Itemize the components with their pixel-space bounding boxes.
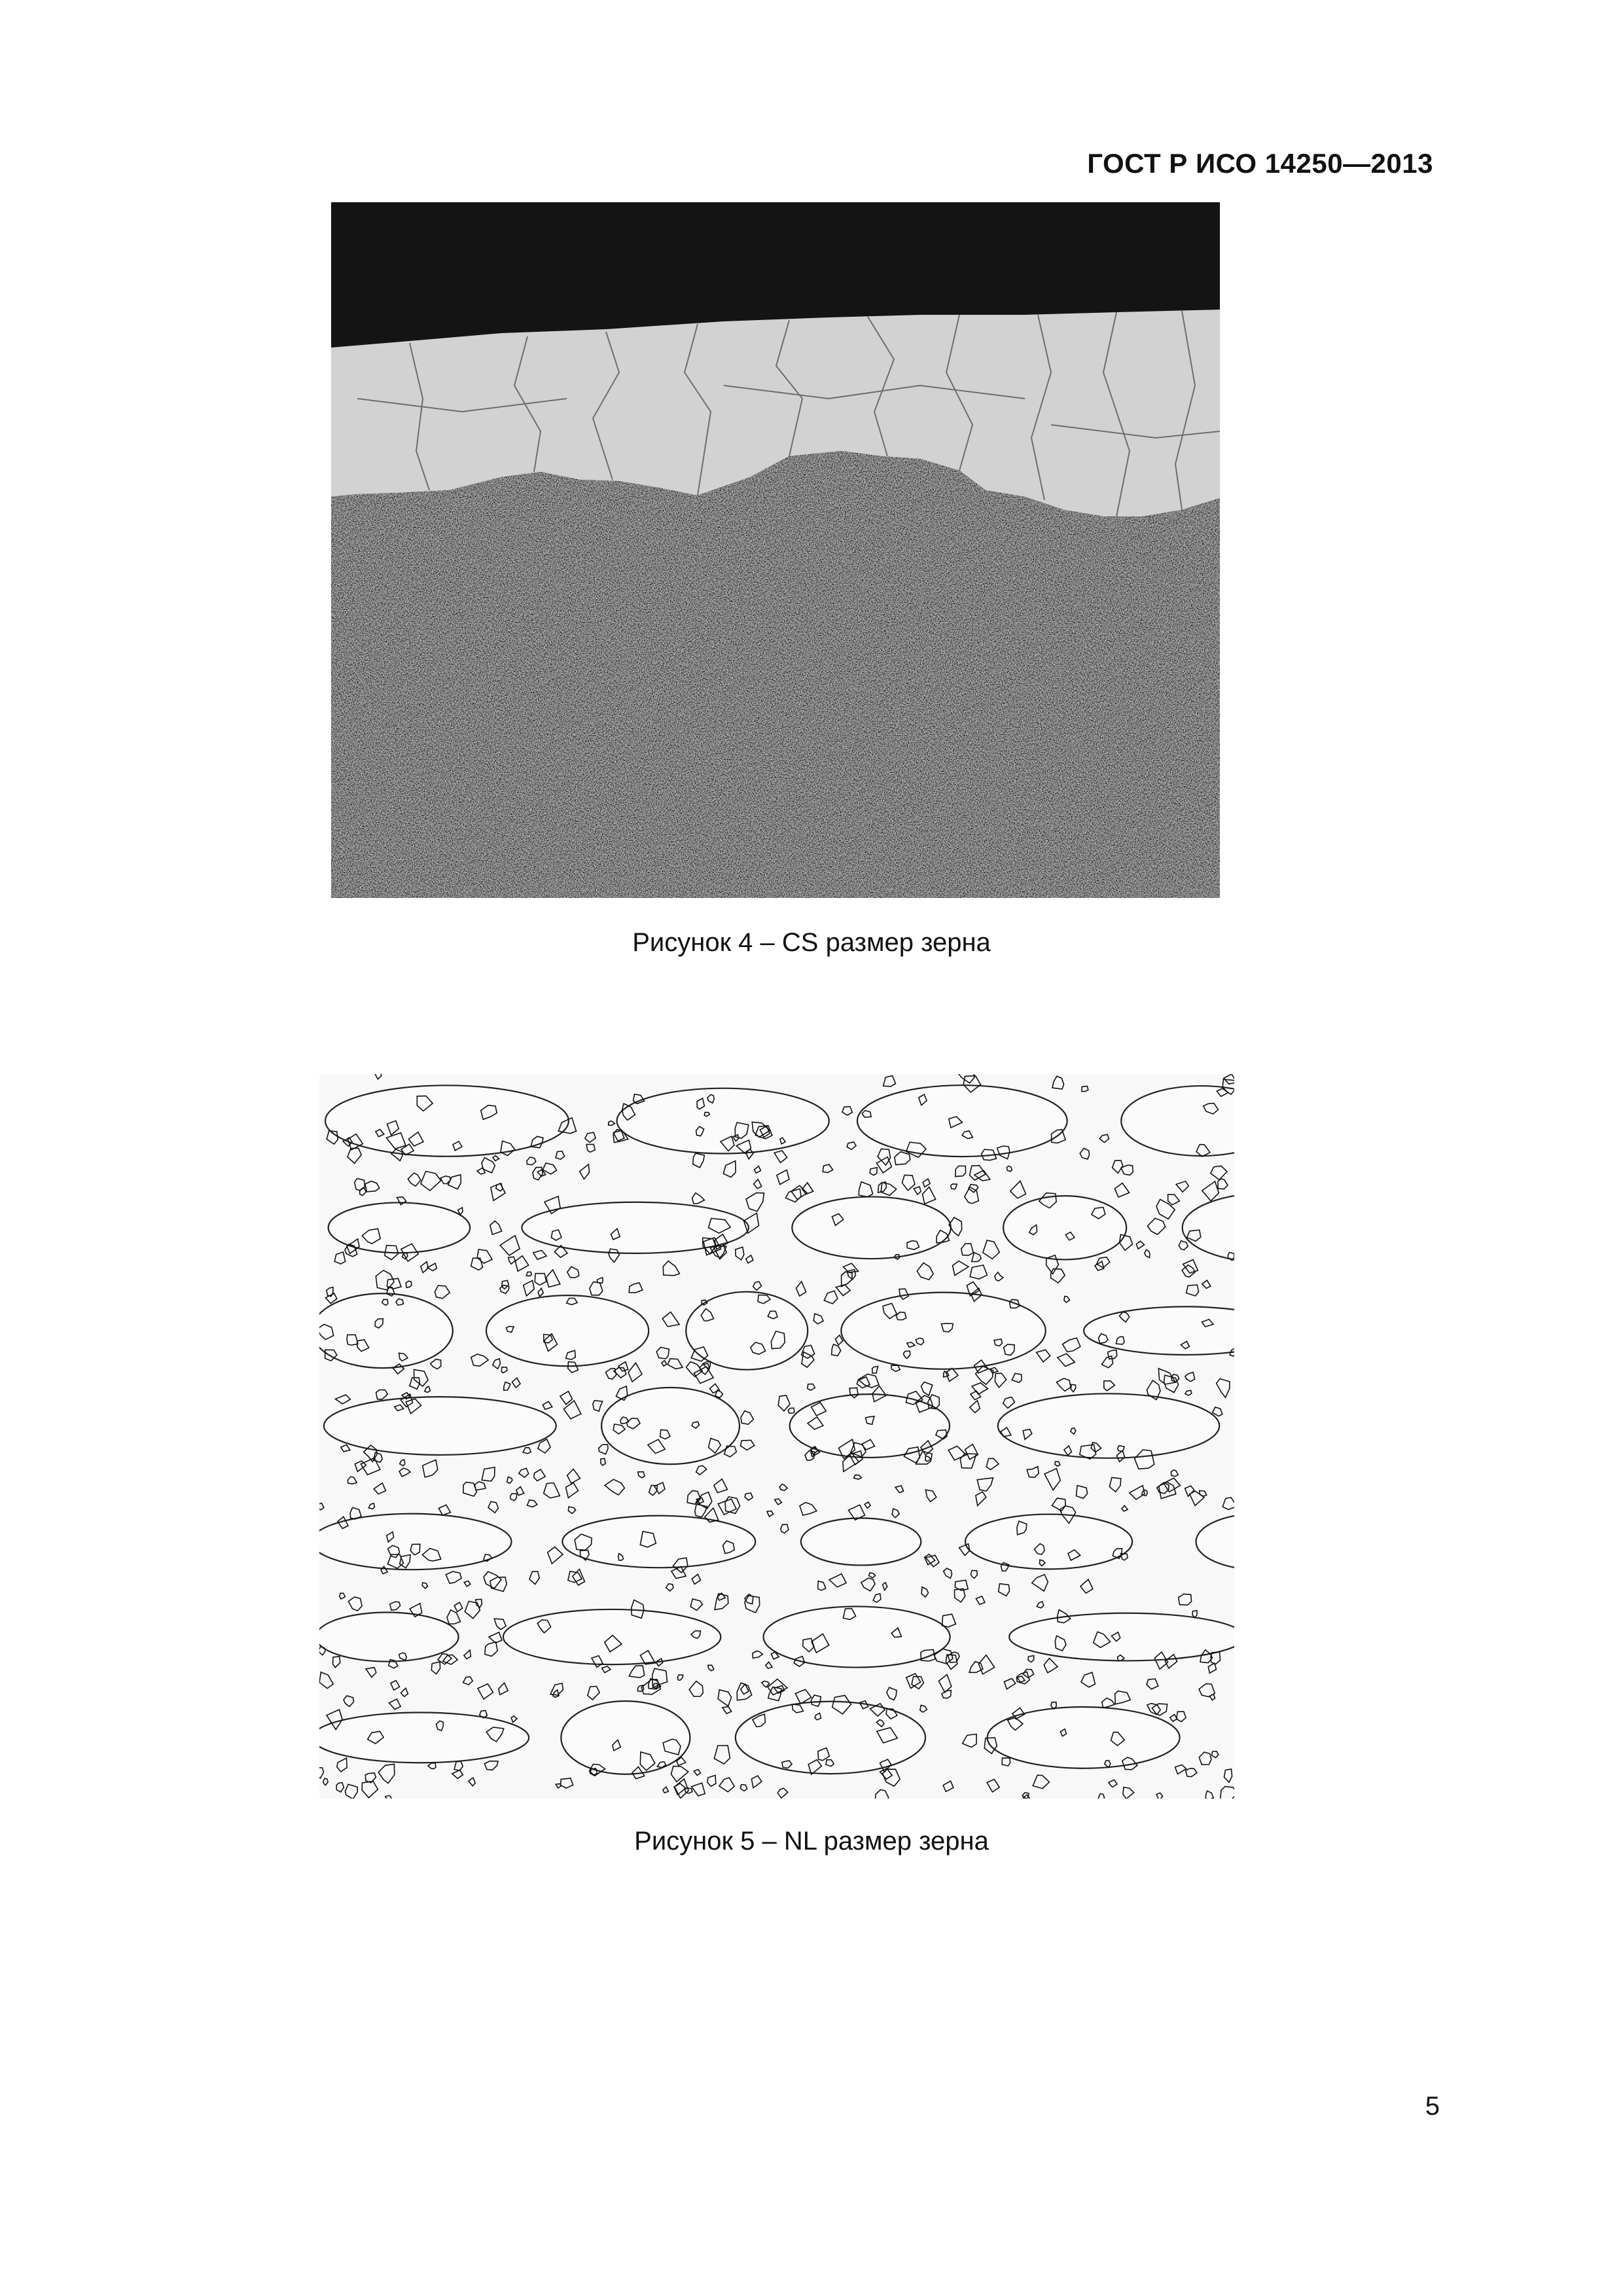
document-id-header: ГОСТ Р ИСО 14250—2013 [1087, 148, 1433, 179]
figure-4-micrograph [331, 202, 1220, 898]
figure-4-caption: Рисунок 4 – CS размер зерна [632, 928, 991, 957]
page-number: 5 [1425, 2092, 1440, 2121]
figure-5-micrograph [319, 1074, 1234, 1799]
figure-5-caption: Рисунок 5 – NL размер зерна [634, 1827, 989, 1856]
